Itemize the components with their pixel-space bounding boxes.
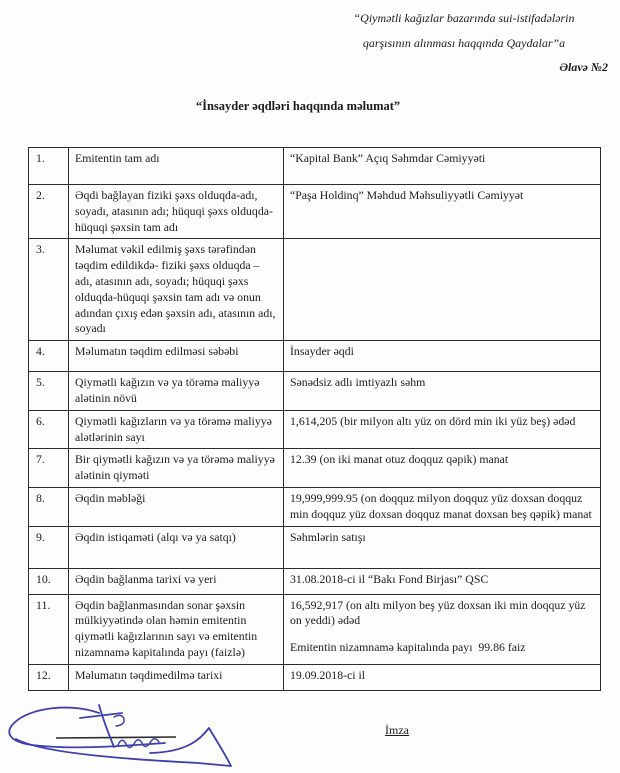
row-value-text: 19,999,999.95 (on doqquz milyon doqquz yüz doxsan doqquz min doqquz yüz doxsan doqquz manat doxsan beş qəpik) manat — [290, 490, 592, 521]
table-row — [29, 148, 601, 185]
row-number: 2. — [29, 185, 69, 239]
row-value — [284, 526, 601, 568]
row-number: 7. — [29, 449, 69, 488]
row-value-text: 31.08.2018-ci il “Bakı Fond Birjası” QSC — [290, 571, 489, 586]
row-value-text: Sənədsiz adlı imtiyazlı səhm — [290, 375, 426, 390]
handwritten-signature — [2, 697, 247, 771]
row-value — [284, 341, 601, 372]
row-label: Qiymətli kağızların və ya törəmə maliyyə alətlərinin sayı — [69, 410, 284, 449]
regulation-reference-note — [318, 6, 610, 80]
table-row — [29, 185, 601, 239]
signature-baseline — [56, 737, 176, 738]
table-row — [29, 449, 601, 488]
table-row — [29, 487, 601, 526]
table-row — [29, 372, 601, 411]
table-row — [29, 594, 601, 664]
row-value-extra: Emitentin nizamnamə kapitalında payı 99.86 faiz — [290, 640, 526, 655]
row-number: 3. — [29, 239, 69, 341]
row-label: Əqdin bağlanmasından sonar şəxsin mülkiyyətində olan həmin emitentin qiymətli kağızlarının sayı və emitentin nizamnamə kapitalında payı (faizlə) — [69, 594, 284, 664]
row-number: 10. — [29, 568, 69, 594]
row-value-text: Səhmlərin satışı — [290, 529, 366, 544]
row-value — [284, 568, 601, 594]
row-value-text: 1,614,205 (bir milyon altı yüz on dörd min iki yüz beş) ədəd — [290, 413, 576, 428]
insider-deal-info-table — [28, 147, 601, 691]
row-value — [284, 239, 601, 341]
row-value — [284, 664, 601, 690]
row-label: Məlumatın təqdim edilməsi səbəbi — [69, 341, 284, 372]
row-number: 6. — [29, 410, 69, 449]
row-label: Əqdi bağlayan fiziki şəxs olduqda-adı, soyadı, atasının adı; hüquqi şəxs olduqda-hüquqi şəxsin tam adı — [69, 185, 284, 239]
annex-number: Əlavə №2 — [559, 60, 608, 74]
row-value-text: “Kapital Bank” Açıq Səhmdar Cəmiyyəti — [290, 151, 486, 165]
row-value-text: 19.09.2018-ci il — [290, 667, 366, 682]
row-number: 12. — [29, 664, 69, 690]
row-value — [284, 487, 601, 526]
regulation-reference-line2: qarşısının alınması haqqında Qaydalar”a — [362, 35, 566, 50]
row-value — [284, 449, 601, 488]
table-row — [29, 526, 601, 568]
row-label: Əqdin bağlanma tarixi və yeri — [69, 568, 284, 594]
regulation-reference-line1: “Qiymətli kağızlar bazarında sui-istifadələrin — [353, 11, 575, 25]
row-value-text: “Paşa Holdinq” Məhdud Məhsuliyyətli Cəmiyyət — [290, 188, 524, 202]
row-number: 8. — [29, 487, 69, 526]
page-title: “İnsayder əqdləri haqqında məlumat” — [195, 99, 401, 113]
row-value — [284, 410, 601, 449]
row-value — [284, 372, 601, 411]
row-label: Qiymətli kağızın və ya törəmə maliyyə alətinin növü — [69, 372, 284, 411]
row-value — [284, 148, 601, 185]
row-number: 1. — [29, 148, 69, 185]
row-label: Bir qiymətli kağızın və ya törəmə maliyyə alətinin qiyməti — [69, 449, 284, 488]
row-number: 5. — [29, 372, 69, 411]
row-number: 4. — [29, 341, 69, 372]
row-number: 11. — [29, 594, 69, 664]
row-label: Məlumat vəkil edilmiş şəxs tərəfindən təqdim edildikdə- fiziki şəxs olduqda – adı, atasının adı, soyadı; hüquqi şəxs olduqda-hüquqi şəxsin tam adı və onun adından çıxış edən şəxsin adı, atasının adı, soyadı — [69, 239, 284, 341]
row-value — [284, 594, 601, 664]
row-value-text: 16,592,917 (on altı milyon beş yüz doxsan iki min doqquz yüz on yeddi) ədəd — [290, 597, 586, 628]
row-value-text: 12.39 (on iki manat otuz doqquz qəpik) manat — [290, 452, 509, 467]
table-row — [29, 568, 601, 594]
row-number: 9. — [29, 526, 69, 568]
table-row — [29, 664, 601, 690]
row-value-text: İnsayder əqdi — [290, 344, 354, 359]
table-row — [29, 239, 601, 341]
row-value — [284, 185, 601, 239]
row-label: Emitentin tam adı — [69, 148, 284, 185]
table-row — [29, 341, 601, 372]
row-label: Əqdin istiqaməti (alqı və ya satqı) — [69, 526, 284, 568]
table-row — [29, 410, 601, 449]
signature-label: İmza — [385, 723, 409, 737]
row-label: Məlumatın təqdimedilmə tarixi — [69, 664, 284, 690]
row-label: Əqdin məbləği — [69, 487, 284, 526]
